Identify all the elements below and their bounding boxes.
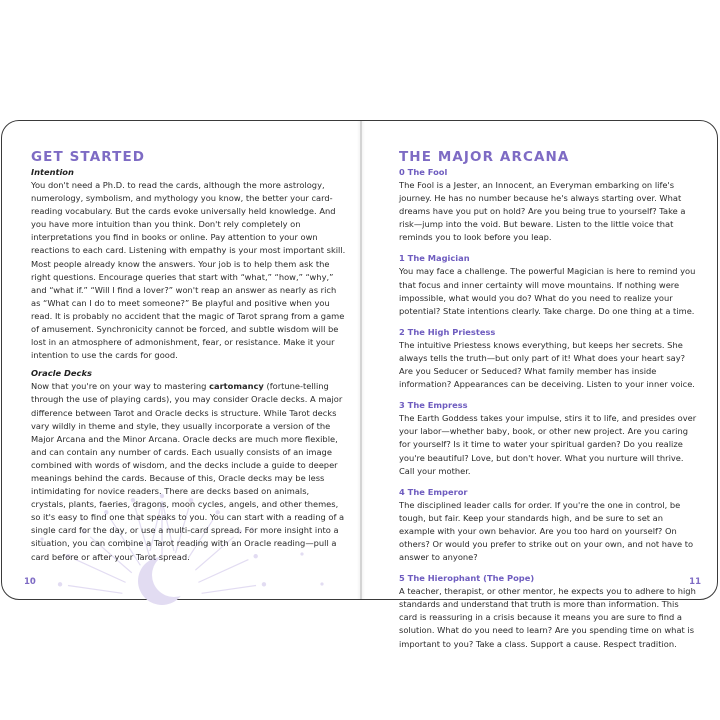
section-title-oracle-decks: Oracle Decks bbox=[31, 368, 92, 379]
card-body: A teacher, therapist, or other mentor, he expects you to adhere to high standards and understand that truth is more than information. This card is reassuring in a crisis because it means you are sure to find a solution. What do you need to learn? Are you spending time on what is important to you? Take a class. Support a cause. Respect tradition. bbox=[399, 586, 696, 649]
card-title: 2 The High Priestess bbox=[399, 326, 496, 337]
page-heading: THE MAJOR ARCANA bbox=[399, 149, 570, 165]
card-body: You may face a challenge. The powerful Magician is here to remind you that focus and inner certainty will move mountains. If nothing were impossible, what would you do? What do you need to realize your potential? State intentions clearly. Take charge. Do one thing at a time. bbox=[399, 266, 696, 316]
page-number: 11 bbox=[689, 577, 701, 587]
card-title: 4 The Emperor bbox=[399, 486, 468, 497]
card-body: The disciplined leader calls for order. If you're the one in control, be tough, but fair. Keep your standards high, and be sure to set an example with your own behavior. Are you too hard on yourself? On others? Or would you prefer to strike out on your own, and not have to answer to anyone? bbox=[399, 499, 694, 563]
section-body-intention: You don't need a Ph.D. to read the cards, although the more astrology, numerology, symbolism, and mythology you know, the better your card-reading vocabulary. But the cards evoke universally held knowledge. And you have more intuition than you think. Don't rely completely on interpretations you find in books or online. Pay attention to your own reactions to each card. Listening with empathy is your most important skill. Most people already know the answers. Your job is to help them ask the right questions. Encourage queries that start with “what,” “how,” “why,” and “what if.” “Will I find a lover?” won't reap an answer as nearly as rich as “What can I do to meet someone?” Be playful and positive when you read. It is probably no accident that the magic of Tarot sprang from a game of amusement. Synchronicity cannot be forced, and subtle wisdom will be lost in an atmosphere of admonishment, fear, or resistance. Make it your intention to use the cards for good. bbox=[31, 180, 346, 361]
section-title-intention: Intention bbox=[31, 167, 74, 177]
body-text: Now that you're on your way to mastering bbox=[31, 381, 210, 392]
card-title: 5 The Hierophant (The Pope) bbox=[399, 573, 535, 584]
book-spread bbox=[1, 120, 718, 649]
card-title: 0 The Fool bbox=[399, 167, 448, 177]
card-body: The Earth Goddess takes your impulse, stirs it to life, and presides over your labor—whether baby, book, or other new project. Are you caring for yourself? Is it time to water your spiritual garden? Do you realize you're beautiful? Love, but don't hover. What you nurture will thrive. Call your mother. bbox=[399, 413, 697, 476]
card-title: 1 The Magician bbox=[399, 253, 470, 264]
card-title: 3 The Empress bbox=[399, 400, 468, 411]
card-body: The Fool is a Jester, an Innocent, an Everyman embarking on life's journey. He has no number because he's always starting over. What dreams have you put on hold? Are you being true to yourself? Take a risk—jump into the void. But beware. Listen to the little voice that reminds you to look before you leap. bbox=[399, 180, 686, 243]
section-body-oracle-decks bbox=[31, 380, 346, 563]
page-number: 10 bbox=[24, 577, 36, 587]
card-body: The intuitive Priestess knows everything, but keeps her secrets. She always tells the truth—but only part of it! What does your heart say? Are you Seducer or Seduced? What family member has inside information? Appearances can be deceiving. Listen to your inner voice. bbox=[399, 339, 695, 390]
body-text: (fortune-telling through the use of playing cards), you may consider Oracle decks. A major difference between Tarot and Oracle decks is structure. While Tarot decks vary wildly in theme and style, they usually incorporate a version of the Major Arcana and the Minor Arcana. Oracle decks are much more flexible, and can contain any number of cards. Each usually consists of an image combined with words of wisdom, and the decks include a guide to deeper meanings behind the cards. Because of this, Oracle decks may be less intimidating for novice readers. There are decks based on animals, crystals, plants, faeries, dragons, moon cycles, angels, and other themes, so it's easy to find one that speaks to you. You can start with a reading of a single card for the day, or use a multi-card spread. For more insight into a situation, you can combine a Tarot reading with an Oracle reading—pull a card before or after your Tarot spread. bbox=[31, 381, 345, 562]
right-page bbox=[362, 121, 719, 649]
page-heading: GET STARTED bbox=[31, 149, 146, 165]
bold-term: cartomancy bbox=[209, 381, 264, 392]
left-page bbox=[2, 121, 360, 599]
